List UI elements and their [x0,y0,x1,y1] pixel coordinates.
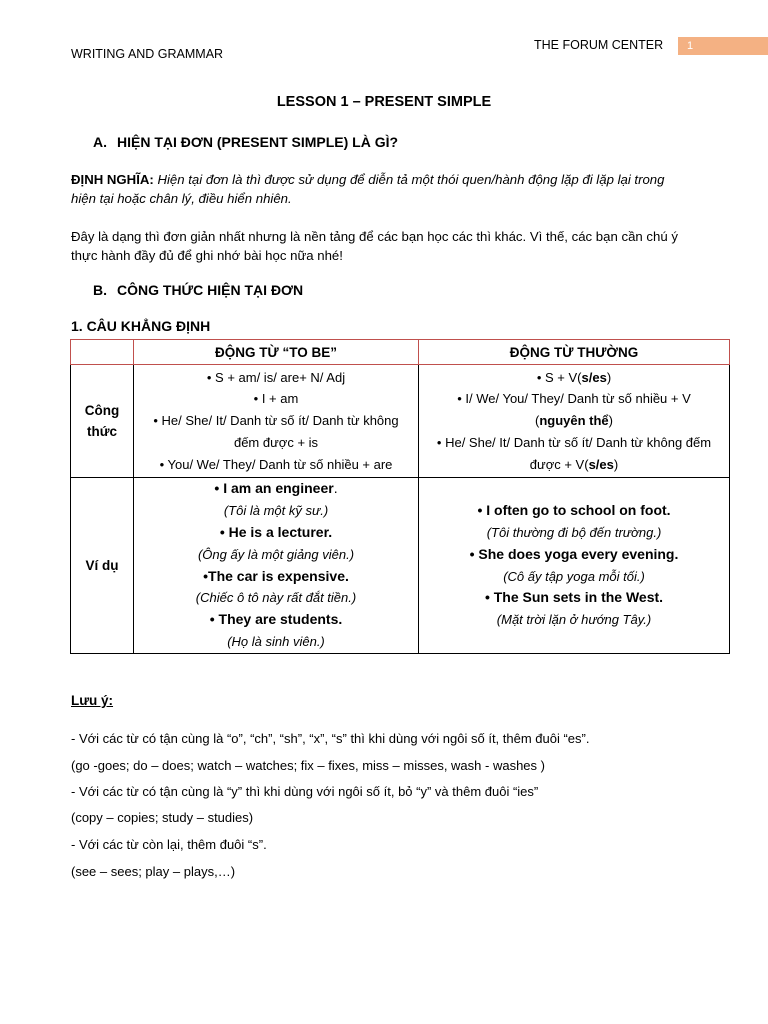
table-row-examples [71,478,730,654]
header-left-title: WRITING AND GRAMMAR [71,47,224,61]
to-be-formula-line: • I + am [253,391,299,407]
section-b-label: B. [93,282,107,298]
intro-paragraph [71,227,711,265]
to-be-example-vi: (Họ là sinh viên.) [227,633,325,649]
verb-example-en: • She does yoga every evening. [469,545,679,562]
to-be-example-vi: (Tôi là một kỹ sư.) [223,503,329,519]
to-be-formula-line: • He/ She/ It/ Danh từ số ít/ Danh từ không [153,413,399,429]
row-label-formula [71,365,134,478]
definition-label: ĐỊNH NGHĨA: [71,172,154,187]
table-header-row [71,340,730,365]
to-be-formula-line: • You/ We/ They/ Danh từ số nhiều + are [159,456,393,472]
section-b-text: CÔNG THỨC HIỆN TẠI ĐƠN [117,282,304,298]
verb-formula-text: ) [608,413,614,429]
note-line: (go -goes; do – does; watch – watches; fix – fixes, miss – misses, wash - washes ) [71,758,545,773]
note-line: (copy – copies; study – studies) [71,810,254,825]
note-line: (see – sees; play – plays,…) [71,864,236,879]
header-right-title: THE FORUM CENTER [534,38,664,52]
verb-example-vi: (Cô ấy tập yoga mỗi tối.) [503,568,645,584]
to-be-formula-line: • S + am/ is/ are+ N/ Adj [206,369,346,385]
to-be-formula-line: đếm được + is [233,434,319,450]
table-header-to-be: ĐỘNG TỪ “TO BE” [134,340,419,365]
to-be-examples-cell [134,478,419,654]
to-be-example-en: •The car is expensive. [203,567,349,584]
to-be-example-en: • They are students. [209,611,343,628]
verb-formula-bold: s/es [581,369,607,385]
note-line: - Với các từ có tận cùng là “o”, “ch”, “sh”, “x”, “s” thì khi dùng với ngôi số ít, thêm đuôi “es”. [71,731,590,746]
verb-formula-bold: nguyên thể [539,413,609,429]
table-header-empty [71,340,134,365]
notes-title: Lưu ý: [71,693,114,708]
definition-line-1: Hiện tại đơn là thì được sử dụng để diễn tả một thói quen/hành động lặp đi lặp lại trong [157,172,665,187]
regular-verb-examples-cell [419,478,730,654]
verb-formula-bold: s/es [588,456,614,472]
verb-formula-line-3 [419,410,729,432]
verb-formula-line-4: • He/ She/ It/ Danh từ số ít/ Danh từ không đếm [436,434,712,450]
section-a-heading [93,134,398,150]
verb-example-vi: (Mặt trời lặn ở hướng Tây.) [496,612,652,628]
row-label-formula-line-2: thức [86,424,118,439]
to-be-example-vi: (Chiếc ô tô này rất đắt tiền.) [195,590,357,606]
intro-line-2: thực hành đầy đủ để ghi nhớ bài học nữa nhé! [71,248,343,263]
section-a-label: A. [93,134,107,150]
table-row-formula [71,365,730,478]
section-b-heading [93,282,303,298]
verb-formula-text: ( [534,413,540,429]
to-be-example-en-text: • I am an engineer [214,480,334,497]
formula-table [70,339,730,654]
page-number-badge: 1 [678,37,768,55]
table-header-regular-verb: ĐỘNG TỪ THƯỜNG [419,340,730,365]
to-be-formula-cell [134,365,419,478]
row-label-examples: Ví dụ [71,478,134,654]
definition-line-2: hiện tại hoặc chân lý, điều hiển nhiên. [71,191,292,206]
verb-formula-text: • S + V( [536,369,582,385]
lesson-title: LESSON 1 – PRESENT SIMPLE [276,94,492,110]
verb-example-vi: (Tôi thường đi bộ đến trường.) [486,524,662,540]
to-be-example-vi: (Ông ấy là một giảng viên.) [197,546,355,562]
to-be-example-en-tail: . [333,480,338,497]
intro-line-1: Đây là dạng thì đơn giản nhất nhưng là nền tảng để các bạn học các thì khác. Vì thế, các bạn cần chú ý [71,229,678,244]
note-line: - Với các từ có tận cùng là “y” thì khi dùng với ngôi số ít, bỏ “y” và thêm đuôi “ies” [71,784,539,799]
verb-example-en: • I often go to school on foot. [477,502,671,519]
verb-formula-text: được + V( [529,456,589,472]
regular-verb-formula-cell [419,365,730,478]
verb-formula-text: ) [613,456,619,472]
section-a-text: HIỆN TẠI ĐƠN (PRESENT SIMPLE) LÀ GÌ? [117,134,399,150]
subsection-affirmative-heading: 1. CÂU KHẲNG ĐỊNH [71,318,211,334]
verb-example-en: • The Sun sets in the West. [484,589,664,606]
definition-paragraph [71,170,711,208]
verb-formula-text: ) [606,369,612,385]
row-label-formula-line-1: Công [84,403,120,418]
verb-formula-line-2: • I/ We/ You/ They/ Danh từ số nhiều + V [457,391,691,407]
verb-formula-line-1 [419,367,729,389]
to-be-example-en [134,478,418,500]
verb-formula-line-5 [419,454,729,476]
note-line: - Với các từ còn lại, thêm đuôi “s”. [71,837,267,852]
to-be-example-en: • He is a lecturer. [219,523,333,540]
